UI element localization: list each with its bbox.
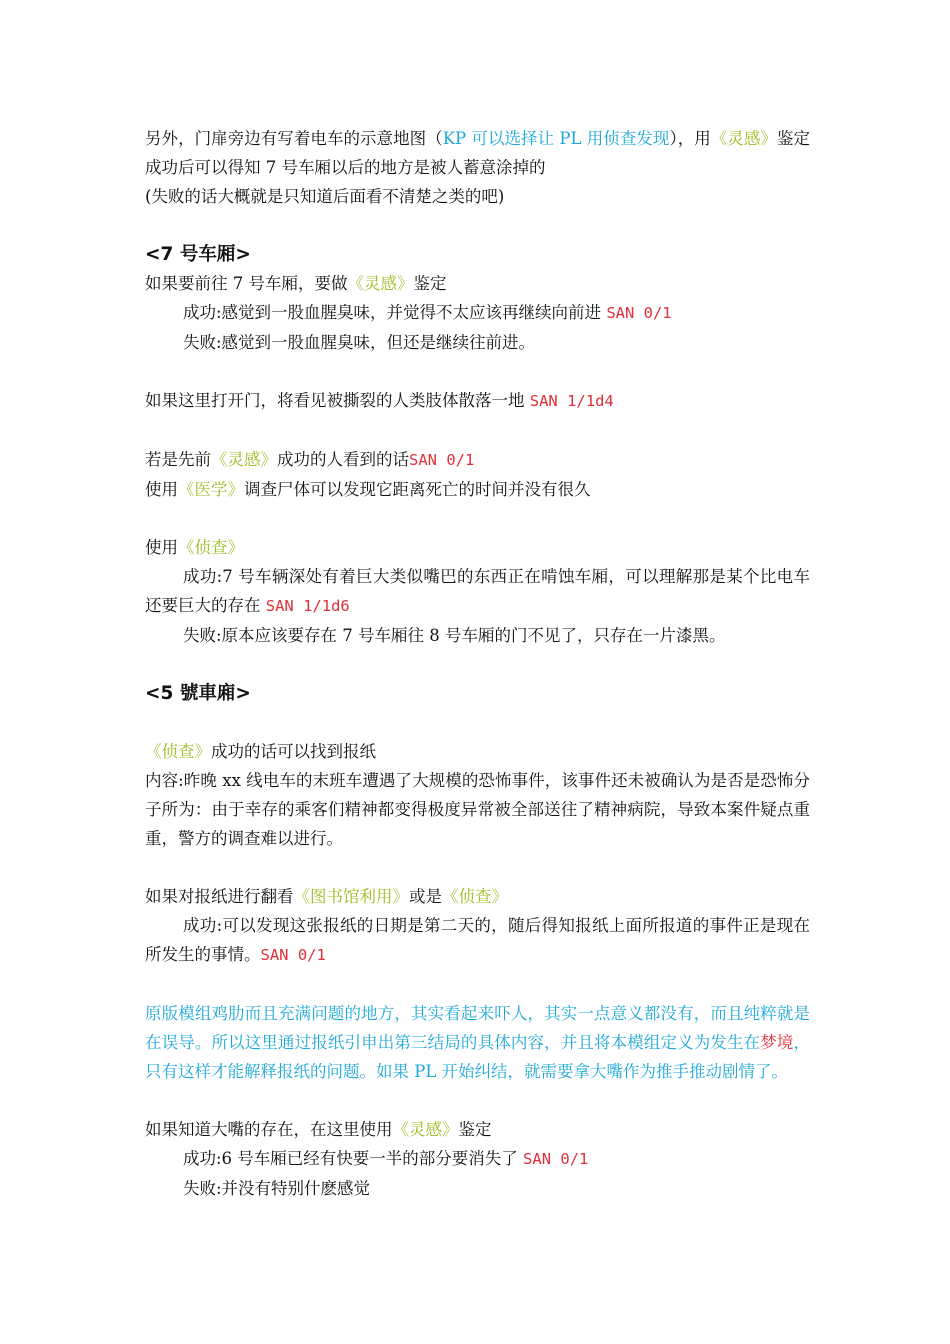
car7-spot-success (145, 562, 810, 621)
text: 原版模组鸡肋而且充满问题的地方，其实看起来吓人，其实一点意义都没有，而且纯粹就是在误导。所以这里通过报纸引申出第三结局的具体内容，并且将本模组定义为发生在 (145, 1004, 810, 1052)
author-note (145, 999, 810, 1086)
skill-check: 《灵感》 (211, 450, 277, 469)
skill-check: 《图书馆利用》 (293, 887, 409, 906)
car7-fail: 失败:感觉到一股血腥臭味，但还是继续往前进。 (183, 333, 536, 352)
text: 如果要前往 7 号车厢，要做 (145, 274, 348, 293)
text: 使用 (145, 480, 178, 499)
text: 成功的人看到的话 (277, 450, 409, 469)
skill-check: 《侦查》 (178, 538, 244, 557)
kp-hint: KP 可以选择让 PL 用侦查发现 (442, 129, 670, 148)
text: 调查尸体可以发现它距离死亡的时间并没有很久 (244, 480, 591, 499)
text: 成功的话可以找到报纸 (211, 742, 376, 761)
car5-mouth-fail: 失败:并没有特别什麽感觉 (183, 1179, 371, 1198)
car7-intro (145, 269, 810, 298)
text: 鉴定 (413, 274, 447, 293)
san-check: SAN 0/1 (409, 451, 475, 469)
san-check: SAN 1/1d6 (265, 597, 350, 615)
skill-check: 《灵感》 (347, 274, 414, 293)
san-check: SAN 0/1 (523, 1150, 589, 1168)
car5-mouth (145, 1115, 810, 1144)
text: 成功:6 号车厢已经有快要一半的部分要消失了 (183, 1149, 524, 1168)
text: 成功:可以发现这张报纸的日期是第二天的，随后得知报纸上面所报道的事件正是现在所发生的事情。 (145, 916, 810, 964)
car7-prev (145, 445, 810, 475)
text: 成功:7 号车辆深处有着巨大类似嘴巴的东西正在啃蚀车厢，可以理解那是某个比电车还要巨大的存在 (145, 567, 810, 615)
intro-paragraph (145, 124, 810, 182)
highlight-dream: 梦境 (760, 1033, 794, 1052)
car7-spot (145, 533, 810, 562)
san-check: SAN 1/1d4 (529, 392, 614, 410)
text: 如果知道大嘴的存在，在这里使用 (145, 1120, 393, 1139)
skill-check: 《医学》 (178, 480, 244, 499)
skill-check: 《灵感》 (392, 1120, 459, 1139)
text: 另外，门扉旁边有写着电车的示意地图（ (145, 129, 443, 148)
intro-note: (失败的话大概就是只知道后面看不清楚之类的吧) (145, 187, 505, 206)
text: 鉴定成功后可以得知 7 号车厢以后的地方是被人蓄意涂掉的 (145, 129, 811, 177)
car7-medicine (145, 475, 810, 504)
text: ，只有这样才能解释报纸的问题。如果 PL 开始纠结，就需要拿大嘴作为推手推动剧情了。 (145, 1033, 811, 1081)
car5-newspaper-content: 内容:昨晚 xx 线电车的末班车遭遇了大规模的恐怖事件，该事件还未被确认为是否是恐怖分子所为：由于幸存的乘客们精神都变得极度异常被全部送往了精神病院，导致本案件疑点重重，警方的调查难以进行。 (145, 771, 810, 848)
section-heading-car5: <5 號車廂> (145, 683, 251, 704)
san-check: SAN 0/1 (260, 946, 326, 964)
text: ），用 (669, 129, 711, 148)
car5-read (145, 882, 810, 911)
car5-read-success (145, 911, 810, 970)
san-check: SAN 0/1 (606, 304, 672, 322)
car7-success (145, 298, 810, 328)
car7-door (145, 386, 810, 416)
text: 若是先前 (145, 450, 211, 469)
text: 鉴定 (458, 1120, 492, 1139)
skill-check: 《灵感》 (710, 129, 777, 148)
document-page (145, 124, 810, 1203)
text: 成功:感觉到一股血腥臭味，并觉得不太应该再继续向前进 (183, 303, 607, 322)
section-heading-car7: <7 号车厢> (145, 244, 251, 265)
text: 或是 (409, 887, 442, 906)
text: 使用 (145, 538, 178, 557)
text: 如果对报纸进行翻看 (145, 887, 294, 906)
car5-mouth-success (145, 1144, 810, 1174)
car5-find (145, 737, 810, 766)
car7-spot-fail: 失败:原本应该要存在 7 号车厢往 8 号车厢的门不见了，只存在一片漆黑。 (183, 626, 726, 645)
text: 如果这里打开门，将看见被撕裂的人类肢体散落一地 (145, 391, 530, 410)
skill-check: 《侦查》 (145, 742, 211, 761)
skill-check: 《侦查》 (442, 887, 508, 906)
